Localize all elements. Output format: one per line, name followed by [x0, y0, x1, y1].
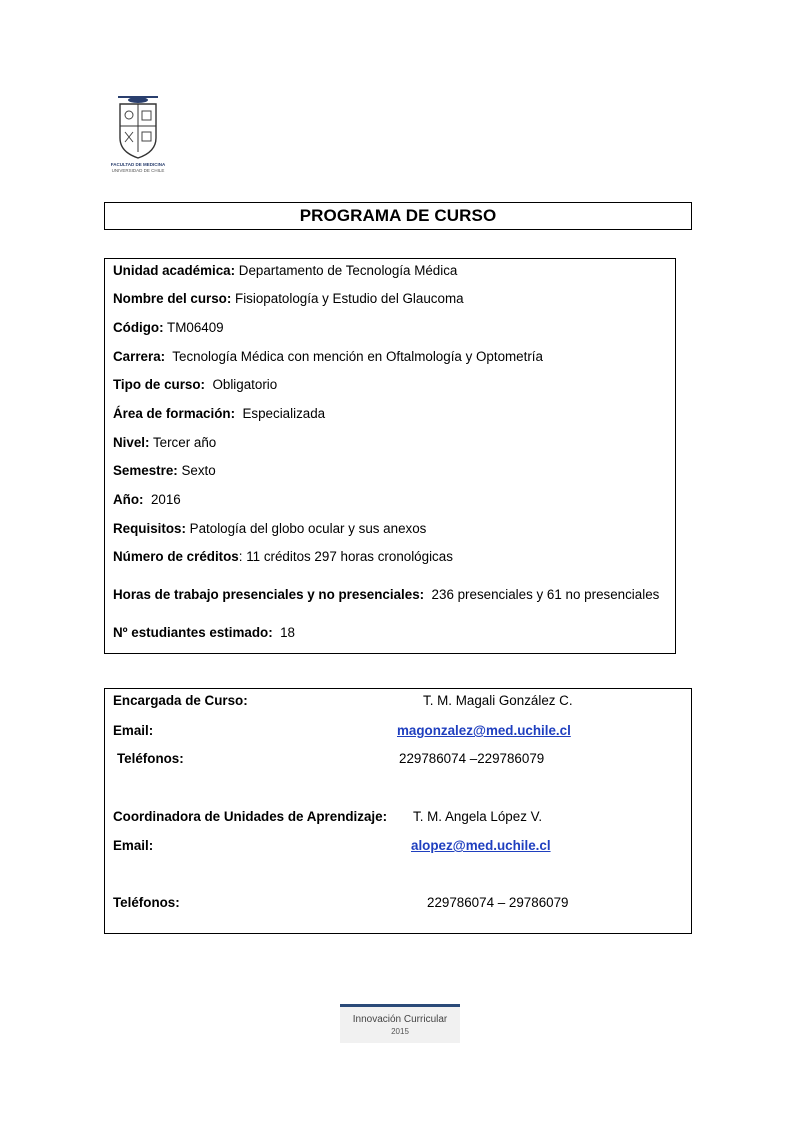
email2-link[interactable]: alopez@med.uchile.cl [411, 838, 551, 853]
field-anio [113, 492, 181, 508]
field-requisitos [113, 521, 426, 537]
field-value: TM06409 [163, 320, 224, 335]
field-area [113, 406, 325, 422]
field-value: Obligatorio [205, 377, 278, 392]
field-value: 18 [272, 625, 296, 640]
innovacion-curricular-logo [340, 1004, 460, 1043]
encargada-value: T. M. Magali González C. [423, 693, 573, 708]
field-estudiantes [113, 625, 295, 641]
field-label: Nombre del curso: [113, 291, 232, 306]
coordinadora-value: T. M. Angela López V. [413, 809, 543, 824]
email2-label: Email: [113, 838, 154, 853]
page-title: PROGRAMA DE CURSO [299, 206, 497, 225]
field-label: Semestre: [113, 463, 178, 478]
encargada-label: Encargada de Curso: [113, 693, 248, 708]
field-label: Código: [113, 320, 164, 335]
field-value: 2016 [143, 492, 181, 507]
field-codigo [113, 320, 224, 336]
field-label: Año: [113, 492, 144, 507]
footer-logo-line-1: Innovación Curricular [352, 1013, 448, 1025]
telefonos1-value: 229786074 –229786079 [399, 751, 545, 766]
field-label: Nº estudiantes estimado: [113, 625, 273, 640]
telefonos2-label: Teléfonos: [113, 895, 180, 910]
field-value: 236 presenciales y 61 no presenciales [424, 587, 660, 602]
field-label: Horas de trabajo presenciales y no presenciales: [113, 587, 425, 602]
field-label: Tipo de curso: [113, 377, 206, 392]
logo-caption [106, 162, 170, 174]
field-label: Nivel: [113, 435, 150, 450]
coordinadora-label: Coordinadora de Unidades de Aprendizaje: [113, 809, 388, 824]
telefonos1-label: Teléfonos: [117, 751, 184, 766]
title-box [104, 202, 692, 230]
field-value: Sexto [177, 463, 216, 478]
field-nivel [113, 435, 216, 451]
field-creditos [113, 549, 453, 565]
email1-link[interactable]: magonzalez@med.uchile.cl [397, 723, 571, 738]
field-semestre [113, 463, 216, 479]
logo-caption-line-1: FACULTAD DE MEDICINA [110, 162, 166, 167]
field-nombre [113, 291, 464, 307]
footer-logo-line-2: 2015 [391, 1026, 409, 1036]
faculty-logo [112, 94, 164, 178]
field-label: Área de formación: [113, 406, 236, 421]
field-carrera [113, 349, 543, 365]
field-value: Especializada [235, 406, 326, 421]
field-horas [113, 587, 659, 603]
field-value: Patología del globo ocular y sus anexos [185, 521, 427, 536]
field-value: Tecnología Médica con mención en Oftalmología y Optometría [165, 349, 543, 364]
course-info-box [104, 258, 676, 654]
field-value: : 11 créditos 297 horas cronológicas [238, 549, 453, 564]
logo-caption-line-2: UNIVERSIDAD DE CHILE [111, 168, 165, 173]
field-label: Unidad académica: [113, 263, 236, 278]
field-tipo [113, 377, 277, 393]
telefonos2-value: 229786074 – 29786079 [427, 895, 569, 910]
field-value: Tercer año [149, 435, 217, 450]
field-label: Carrera: [113, 349, 166, 364]
field-value: Fisiopatología y Estudio del Glaucoma [231, 291, 464, 306]
email1-label: Email: [113, 723, 154, 738]
field-unidad [113, 263, 457, 279]
field-label: Número de créditos [113, 549, 239, 564]
contacts-box [104, 688, 692, 934]
field-value: Departamento de Tecnología Médica [235, 263, 458, 278]
field-label: Requisitos: [113, 521, 186, 536]
